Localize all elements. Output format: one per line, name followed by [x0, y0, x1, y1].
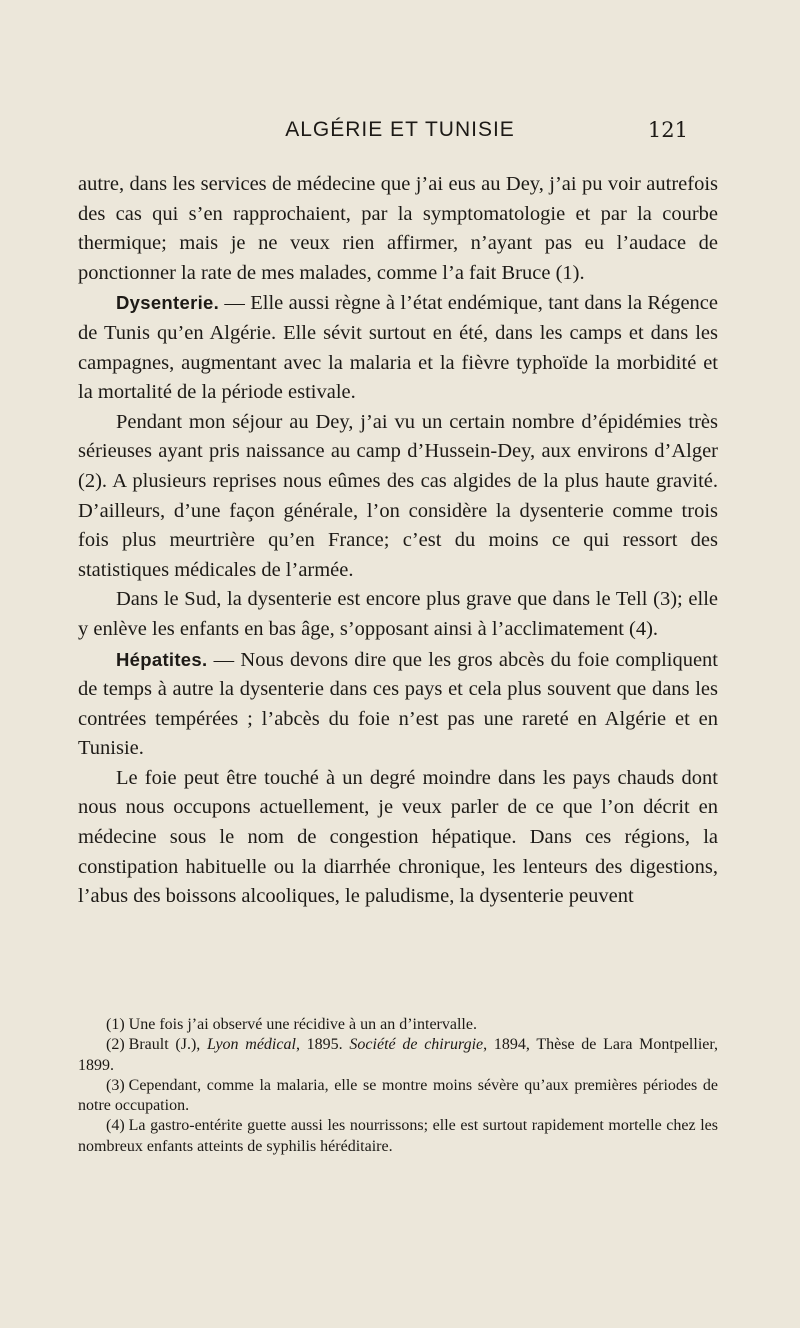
paragraph: [78, 764, 718, 912]
paragraph-text: Dans le Sud, la dysenterie est encore plus grave que dans le Tell (3); elle y enlève les enfants en bas âge, s’opposant ainsi à l’acclimatement (4).: [78, 588, 718, 640]
paragraph: [78, 288, 718, 407]
footnote-text: , 1895.: [295, 1036, 350, 1054]
footnote: [78, 1035, 718, 1076]
page-header: [0, 108, 800, 148]
footnote-text: Une fois j’ai observé une récidive à un an d’intervalle.: [128, 1016, 477, 1033]
paragraph: [78, 408, 718, 586]
footnote-text: La gastro-entérite guette aussi les nourrissons; elle est surtout rapidement mortelle chez les nombreux enfants atteints de syphilis héréditaire.: [78, 1117, 718, 1155]
footnote-text: Cependant, comme la malaria, elle se montre moins sévère qu’aux premières périodes de notre occupation.: [78, 1076, 718, 1115]
section-heading-hepatites: Hépatites.: [116, 648, 208, 670]
paragraph: [78, 585, 718, 644]
footnote: [78, 1015, 718, 1035]
paragraph-text: — Elle aussi règne à l’état endémique, tant dans la Régence de Tunis qu’en Algérie. Elle sévit surtout en été, dans les camps et dans les campagnes, augmentant avec la malaria et la fièvre typhoïde la morbidité et la mortalité de la période estivale.: [78, 292, 718, 404]
footnote-ref: (2): [106, 1036, 125, 1054]
footnote-text: , 1894, Thèse de Lara Montpellier, 1899.: [78, 1036, 719, 1074]
footnote-text: Brault (J.),: [128, 1036, 208, 1054]
page-number: 121: [647, 118, 688, 142]
section-heading-dysenterie: Dysenterie.: [116, 292, 220, 314]
footnote: [78, 1116, 718, 1157]
paragraph-text: Pendant mon séjour au Dey, j’ai vu un certain nombre d’épidémies très sérieuses ayant pris naissance au camp d’Hussein-Dey, aux environs d’Alger (2). A plusieurs reprises nous eûmes des cas algides de la plus haute gravité. D’ailleurs, d’une façon générale, l’on considère la dysenterie comme trois fois plus meurtrière qu’en France; c’est du moins ce qui ressort des statistiques médicales de l’armée.: [78, 410, 718, 581]
paragraph-text: autre, dans les services de médecine que j’ai eus au Dey, j’ai pu voir autrefois des cas qui s’en rapprochaient, par la symptomatologie et par la courbe thermique; mais je ne veux rien affirmer, n’ayant pas eu l’audace de ponctionner la rate de mes malades, comme l’a fait Bruce (1).: [78, 173, 718, 284]
footnote-ref: (3): [106, 1076, 125, 1094]
footnote-ref: (1): [106, 1016, 125, 1033]
footnote-society: Société de chirurgie: [349, 1036, 484, 1054]
paragraph-text: Le foie peut être touché à un degré moindre dans les pays chauds dont nous nous occupons actuellement, je veux parler de ce que l’on décrit en médecine sous le nom de congestion hépatique. Dans ces régions, la constipation habituelle ou la diarrhée chronique, les lenteurs des digestions, l’abus des boissons alcooliques, le paludisme, la dysenterie peuvent: [78, 766, 718, 908]
body-text: [78, 170, 718, 912]
paragraph: [78, 170, 718, 288]
footnote: [78, 1076, 718, 1117]
footnotes: [78, 1015, 718, 1157]
paragraph-text: — Nous devons dire que les gros abcès du foie compliquent de temps à autre la dysenterie dans ces pays et cela plus souvent que dans les contrées tempérées ; l’abcès du foie n’est pas une rareté en Algérie et en Tunisie.: [78, 648, 718, 760]
footnote-ref: (4): [106, 1117, 125, 1135]
footnote-journal: Lyon médical: [207, 1036, 296, 1054]
paragraph: [78, 645, 718, 764]
running-title: ALGÉRIE ET TUNISIE: [285, 118, 515, 141]
